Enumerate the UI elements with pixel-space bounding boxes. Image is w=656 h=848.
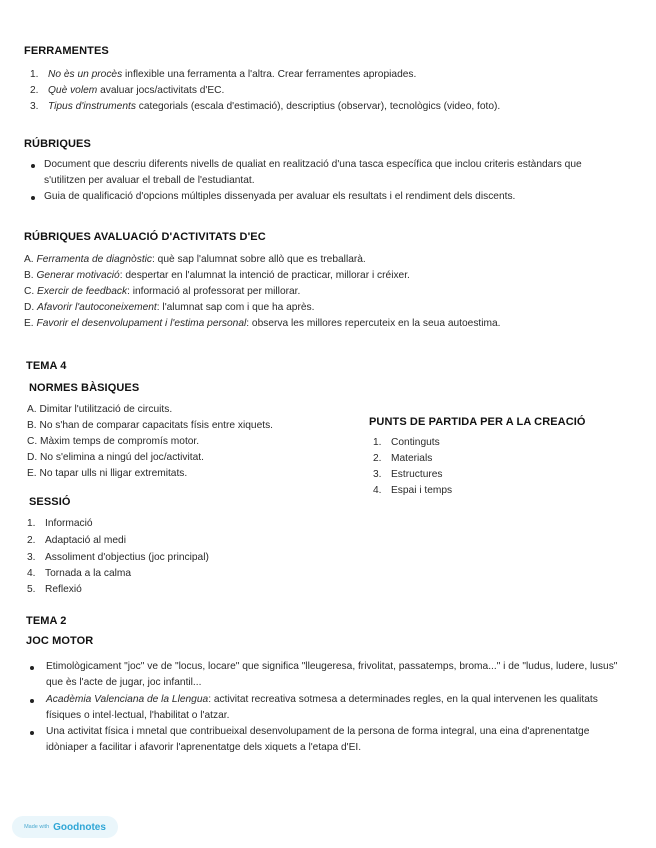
- item-text: : què sap l'alumnat sobre allò que es treballarà.: [152, 254, 366, 265]
- item-number: 1.: [30, 69, 39, 80]
- normes-item-c: C. Màxim temps de compromís motor.: [27, 436, 200, 447]
- bullet-icon: [30, 731, 34, 735]
- bullet-icon: [30, 699, 34, 703]
- item-emphasis: Afavorir l'autoconeixement: [37, 302, 157, 313]
- item-letter: A.: [24, 254, 34, 265]
- item-text: : observa les millores repercuteix en la seua autoestima.: [246, 318, 501, 329]
- sessio-item-2: [27, 534, 126, 548]
- punts-item-3: [373, 468, 443, 482]
- rubriques-item-1: Document que descriu diferents nivells de qualiat en realització d'una tasca específica que inclou criteris estàndars que s'utilitzen per avaluar el treball de l'estudiantat.: [44, 159, 582, 186]
- item-number: 4.: [27, 568, 36, 579]
- item-number: 1.: [373, 437, 382, 448]
- item-emphasis: Favorir el desenvolupament i l'estima personal: [36, 318, 247, 329]
- item-number: 2.: [30, 85, 39, 96]
- punts-item-2: [373, 452, 432, 466]
- made-with-label: Made with: [24, 824, 50, 830]
- item-text: Espai i temps: [391, 485, 453, 496]
- normes-item-d: D. No s'elimina a ningú del joc/activitat.: [27, 452, 204, 463]
- item-emphasis: Tipus d'instruments: [48, 101, 136, 112]
- item-number: 2.: [373, 453, 382, 464]
- item-number: 2.: [27, 535, 36, 546]
- ferramentes-item-3: [30, 100, 500, 114]
- item-emphasis: Generar motivació: [36, 270, 120, 281]
- item-emphasis: No ès un procès: [48, 69, 123, 80]
- item-text: : despertar en l'alumnat la intenció de practicar, millorar i créixer.: [119, 270, 410, 281]
- sessio-item-5: [27, 583, 82, 597]
- joc-item-1: Etimològicament "joc" ve de "locus, locare" que significa "lleugeresa, frivolitat, passatemps, broma..." i de "ludus, ludere, lusus" que ès l'acte de jugar, joc infantil...: [46, 661, 618, 688]
- rubriques-ec-item-b: [24, 269, 410, 283]
- item-text: Reflexió: [45, 584, 82, 595]
- rubriques-ec-heading: RÚBRIQUES AVALUACIÓ D'ACTIVITATS D'EC: [24, 231, 266, 243]
- item-text: Materials: [391, 453, 433, 464]
- item-text: Adaptació al medi: [45, 535, 126, 546]
- item-letter: C.: [24, 286, 35, 297]
- item-letter: D.: [24, 302, 35, 313]
- goodnotes-logo: Goodnotes: [53, 821, 106, 833]
- item-emphasis: Exercir de feedback: [37, 286, 128, 297]
- joc-item-2: [46, 692, 626, 724]
- sessio-item-4: [27, 567, 131, 581]
- item-emphasis: Ferramenta de diagnòstic: [36, 254, 153, 265]
- ferramentes-item-1: [30, 68, 416, 82]
- item-letter: E.: [24, 318, 34, 329]
- ferramentes-heading: FERRAMENTES: [24, 45, 109, 57]
- ferramentes-item-2: [30, 84, 224, 98]
- item-emphasis: Què volem: [48, 85, 98, 96]
- item-number: 1.: [27, 518, 36, 529]
- bullet-icon: [30, 666, 34, 670]
- rubriques-ec-item-a: [24, 253, 366, 267]
- item-text: inflexible una ferramenta a l'altra. Crear ferramentes apropiades.: [122, 69, 417, 80]
- normes-item-e: E. No tapar ulls ni lligar extremitats.: [27, 468, 188, 479]
- item-text: Continguts: [391, 437, 440, 448]
- rubriques-heading: RÚBRIQUES: [24, 138, 91, 150]
- tema2-heading: TEMA 2: [26, 615, 67, 627]
- tema4-heading: TEMA 4: [26, 360, 67, 372]
- punts-heading: PUNTS DE PARTIDA PER A LA CREACIÓ: [369, 416, 586, 428]
- bullet-icon: [31, 196, 35, 200]
- item-text: : activitat recreativa sotmesa a determinades regles, en la qual intervenen les qualitats físiques o intel·lectual, l'habilitat o l'atzar.: [46, 694, 598, 721]
- item-number: 5.: [27, 584, 36, 595]
- normes-item-a: A. Dimitar l'utilització de circuits.: [27, 404, 173, 415]
- sessio-heading: SESSIÓ: [29, 496, 71, 508]
- punts-item-1: [373, 436, 440, 450]
- item-text: Estructures: [391, 469, 443, 480]
- sessio-item-3: [27, 551, 209, 565]
- item-number: 3.: [373, 469, 382, 480]
- item-number: 3.: [30, 101, 39, 112]
- bullet-icon: [31, 164, 35, 168]
- item-number: 3.: [27, 552, 36, 563]
- item-emphasis: Acadèmia Valenciana de la Llengua: [46, 694, 209, 705]
- rubriques-ec-item-c: [24, 285, 300, 299]
- item-text: avaluar jocs/activitats d'EC.: [97, 85, 225, 96]
- normes-heading: NORMES BÀSIQUES: [29, 382, 140, 394]
- item-letter: B.: [24, 270, 34, 281]
- rubriques-ec-item-d: [24, 301, 314, 315]
- item-text: categorials (escala d'estimació), descriptius (observar), tecnològics (video, foto).: [135, 101, 501, 112]
- item-text: Tornada a la calma: [45, 568, 132, 579]
- item-text: : l'alumnat sap com i que ha après.: [156, 302, 315, 313]
- rubriques-item-2: Guia de qualificació d'opcions múltiples dissenyada per avaluar els resultats i el rendiment dels discents.: [44, 191, 516, 202]
- rubriques-ec-item-e: [24, 317, 501, 331]
- goodnotes-badge: [12, 816, 118, 838]
- item-text: : informació al professorat per millorar.: [127, 286, 301, 297]
- sessio-item-1: [27, 517, 93, 531]
- punts-item-4: [373, 484, 452, 498]
- item-number: 4.: [373, 485, 382, 496]
- normes-item-b: B. No s'han de comparar capacitats físis entre xiquets.: [27, 420, 273, 431]
- joc-motor-heading: JOC MOTOR: [26, 635, 94, 647]
- joc-item-3: Una activitat física i mnetal que contribueixal desenvolupament de la persona de forma integral, una eina d'aprenentatge idòniaper a facilitar i afavorir l'aprenentatge dels xiquets a l'etapa d'EI.: [46, 726, 590, 753]
- item-text: Assoliment d'objectius (joc principal): [45, 552, 209, 563]
- item-text: Informació: [45, 518, 93, 529]
